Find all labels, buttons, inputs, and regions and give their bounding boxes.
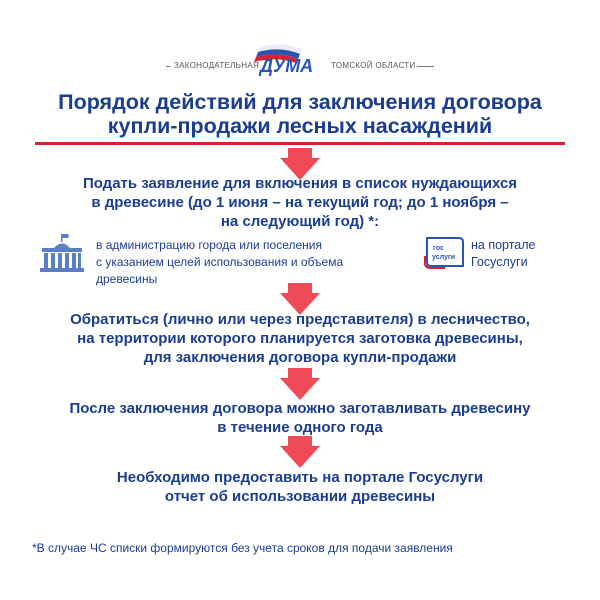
- page-title: [0, 90, 600, 138]
- building-column: [44, 253, 48, 268]
- building-dome: [54, 244, 70, 249]
- option-gosuslugi-text: [471, 237, 536, 271]
- building-column: [72, 253, 76, 268]
- option-admin-line-1: в администрацию города или поселения: [96, 238, 322, 252]
- duma-logo: [252, 43, 328, 77]
- step-2-line-2: на территории которого планируется заготовка древесины,: [77, 330, 523, 347]
- government-building-icon: [36, 234, 88, 274]
- option-gosuslugi-line-2: Госуслуги: [471, 255, 528, 269]
- building-column: [65, 253, 69, 268]
- step-4-line-1: Необходимо предоставить на портале Госуслуги: [116, 469, 484, 486]
- title-underline: [35, 142, 565, 145]
- step-3: [0, 399, 600, 437]
- gosuslugi-logo-frame: [427, 238, 463, 266]
- down-arrow-icon: [280, 368, 320, 400]
- option-admin-line-3: древесины: [96, 272, 158, 286]
- header-right-label: ТОМСКОЙ ОБЛАСТИ: [331, 61, 416, 70]
- step-1-line-1: Подать заявление для включения в список нуждающихся: [82, 175, 518, 192]
- header-left-label: ЗАКОНОДАТЕЛЬНАЯ: [174, 61, 260, 70]
- logo-wordmark: ДУМА: [260, 56, 314, 76]
- building-column: [58, 253, 62, 268]
- gosuslugi-logo: [423, 236, 465, 270]
- option-gosuslugi-line-1: на портале: [471, 238, 536, 252]
- building-roof: [42, 248, 82, 252]
- gosuslugi-logo-bottom: услуги: [432, 254, 456, 261]
- step-1-line-3: на следующий год) *:: [220, 213, 380, 230]
- step-3-line-1: После заключения договора можно заготавливать древесину: [69, 400, 531, 417]
- step-1: [0, 174, 600, 231]
- header-rule-left: [166, 66, 170, 67]
- step-4: [0, 468, 600, 506]
- down-arrow-icon: [280, 436, 320, 468]
- footnote: *В случае ЧС списки формируются без учета сроков для подачи заявления: [32, 541, 453, 555]
- building-column: [78, 253, 81, 268]
- header-rule-right: [417, 66, 434, 67]
- step-1-line-2: в древесине (до 1 июня – на текущий год; до 1 ноября –: [91, 194, 509, 211]
- gosuslugi-logo-top: гос: [433, 245, 444, 252]
- step-2-line-3: для заключения договора купли-продажи: [143, 349, 457, 366]
- building-flag: [63, 234, 69, 238]
- title-line-1: Порядок действий для заключения договора: [58, 90, 542, 114]
- step-4-line-2: отчет об использовании древесины: [164, 488, 436, 505]
- step-2-line-1: Обратиться (лично или через представителя) в лесничество,: [70, 311, 530, 328]
- step-2: [0, 310, 600, 367]
- building-flagpole: [61, 234, 63, 242]
- building-column: [51, 253, 55, 268]
- option-admin-text: [96, 237, 343, 288]
- building-base: [40, 268, 84, 272]
- step-3-line-2: в течение одного года: [217, 419, 383, 436]
- title-line-2: купли-продажи лесных насаждений: [107, 114, 493, 138]
- option-admin-line-2: с указанием целей использования и объема: [96, 255, 344, 269]
